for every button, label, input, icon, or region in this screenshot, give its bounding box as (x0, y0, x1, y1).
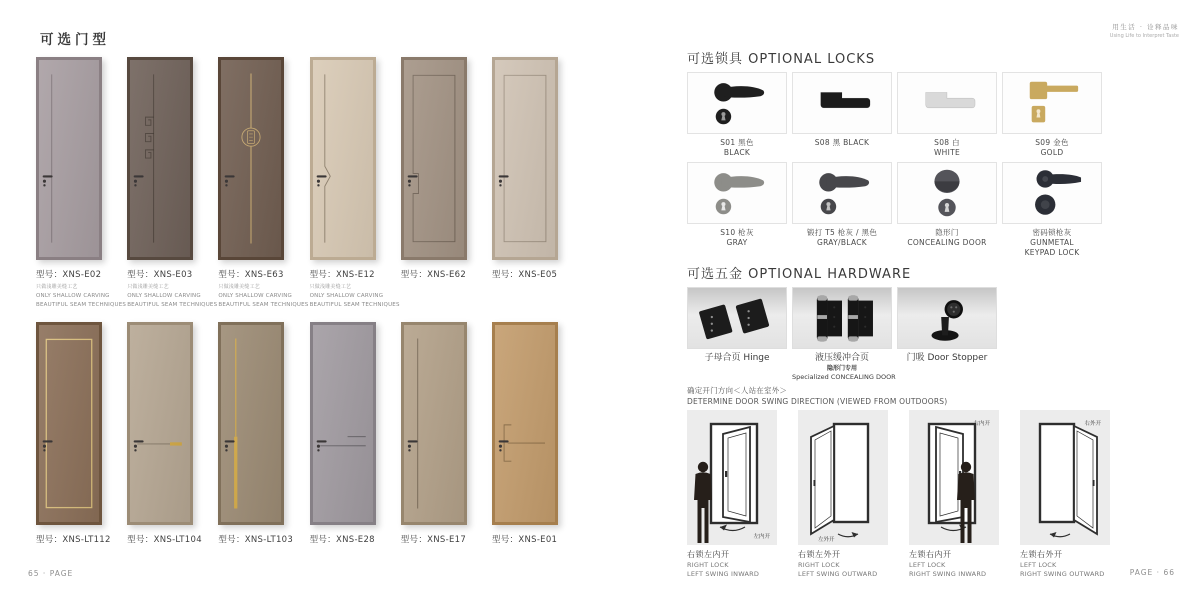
door-card (218, 57, 309, 308)
hardware-photo (792, 287, 892, 349)
swing-label-line: LEFT LOCK (909, 560, 946, 569)
swing-diagram (909, 410, 999, 545)
lock-label-line: 隐形门 (935, 228, 959, 237)
door-design-svg (404, 60, 464, 257)
swing-option (909, 410, 999, 578)
door-model-text: 型号：XNS-E17 (400, 535, 467, 545)
swing-label (909, 550, 999, 578)
lock-label-line: S08 白 (934, 138, 960, 147)
door-design-svg (221, 325, 281, 522)
swing-diagram (798, 410, 888, 545)
door-design-svg (495, 325, 555, 522)
swing-label-line: LEFT SWING INWARD (687, 569, 760, 578)
door-image (310, 57, 376, 260)
swing-label-line: 右锁左内开 (687, 550, 730, 559)
door-model-text: 型号：XNS-E63 (218, 270, 284, 280)
door-label (36, 268, 127, 308)
door-card (218, 322, 294, 545)
doors-row-2 (36, 322, 564, 545)
lock-product (1002, 162, 1102, 257)
swing-title-english: DETERMINE DOOR SWING DIRECTION (VIEWED FROM OUTDOORS) (687, 396, 948, 406)
door-label (492, 533, 564, 545)
door-swing-inward-right-icon (909, 410, 999, 545)
door-model-text: 型号：XNS-E12 (309, 270, 375, 280)
lock-label-line: BLACK (723, 147, 751, 157)
lock-photo (792, 162, 892, 224)
door-subtext: BEAUTIFUL SEAM TECHNIQUES (309, 302, 400, 308)
optional-hardware-title: 可选五金 OPTIONAL HARDWARE (687, 267, 912, 282)
lock-label (687, 228, 787, 248)
tagline-english: Using Life to Interpret Taste (1109, 33, 1179, 39)
door-card (492, 57, 564, 308)
door-types-title: 可选门型 (40, 32, 110, 48)
swing-label-line: 右锁左外开 (798, 550, 841, 559)
lock-label-line: KEYPAD LOCK (1024, 247, 1080, 257)
door-subtext: 只做浅雕美缝工艺 (309, 284, 352, 290)
swing-label-line: RIGHT LOCK (798, 560, 840, 569)
swing-diagram-tag: 左内开 (753, 534, 770, 540)
door-image (401, 57, 467, 260)
swing-label (687, 550, 777, 578)
swing-option (687, 410, 777, 578)
door-subtext: 只做浅雕美缝工艺 (36, 284, 78, 290)
door-swing-outward-right-icon (1020, 410, 1110, 545)
door-label (127, 268, 218, 308)
lock-handle-icon (688, 73, 786, 133)
lock-product (792, 72, 892, 162)
door-design-svg (39, 325, 99, 522)
door-stopper-icon (898, 288, 996, 348)
hardware-label-line: 门吸 Door Stopper (906, 353, 988, 363)
door-card (401, 57, 473, 308)
lock-product (897, 72, 997, 162)
locks-grid (687, 72, 1102, 257)
door-subtext: ONLY SHALLOW CARVING (309, 293, 384, 299)
door-image (36, 322, 102, 525)
door-model-text: 型号：XNS-E28 (309, 535, 375, 545)
door-card (127, 57, 218, 308)
door-card (36, 322, 111, 545)
swing-label-line: RIGHT SWING INWARD (909, 569, 987, 578)
lock-photo (897, 72, 997, 134)
door-model-text: 型号：XNS-E03 (127, 270, 193, 280)
lock-product (1002, 72, 1102, 162)
page-number-right: PAGE · 66 (1129, 568, 1175, 577)
swing-direction-title (687, 386, 947, 408)
door-card (310, 322, 382, 545)
door-design-svg (130, 60, 190, 257)
hinge-hydraulic-icon (793, 288, 891, 348)
swing-diagram-tag: 右内开 (973, 421, 990, 427)
lock-label-line: S10 枪灰 (720, 228, 754, 237)
door-model-text: 型号：XNS-E62 (400, 270, 467, 280)
hardware-label (897, 353, 997, 364)
door-image (492, 57, 558, 260)
door-subtext: 只做浅雕美缝工艺 (218, 284, 260, 290)
lock-photo (792, 72, 892, 134)
lock-label (792, 228, 892, 248)
hardware-label-line: Specialized CONCEALING DOOR (792, 372, 896, 381)
door-subtext: ONLY SHALLOW CARVING (218, 293, 292, 299)
lock-label (897, 228, 997, 248)
door-model-text: 型号：XNS-E05 (491, 270, 558, 280)
lock-handle-icon (688, 163, 786, 223)
door-subtext: BEAUTIFUL SEAM TECHNIQUES (127, 302, 218, 308)
swing-label-line: 左锁右外开 (1020, 550, 1063, 559)
swing-diagram-tag: 右外开 (1084, 421, 1101, 427)
lock-photo (897, 162, 997, 224)
swing-option (798, 410, 888, 578)
lock-product (792, 162, 892, 252)
lock-photo (687, 72, 787, 134)
door-image (218, 57, 284, 260)
swing-diagram-tag: 左外开 (818, 537, 835, 543)
lock-label-line: S01 黑色 (720, 138, 754, 147)
lock-product (897, 162, 997, 252)
swing-option (1020, 410, 1110, 578)
hardware-label (792, 353, 896, 381)
hardware-photo (897, 287, 997, 349)
hardware-label-line: 子母合页 Hinge (704, 353, 770, 363)
door-subtext: ONLY SHALLOW CARVING (127, 293, 201, 299)
door-design-svg (221, 60, 281, 257)
door-card (36, 57, 127, 308)
door-subtext: BEAUTIFUL SEAM TECHNIQUES (36, 302, 127, 308)
lock-handle-icon (1003, 163, 1101, 223)
swing-label-line: 左锁右内开 (909, 550, 952, 559)
door-model-text: 型号：XNS-E02 (36, 270, 102, 280)
swing-diagram (1020, 410, 1110, 545)
lock-photo (1002, 162, 1102, 224)
lock-label-line: 密码锁枪灰 (1032, 228, 1072, 237)
door-card (401, 322, 473, 545)
door-label (127, 533, 202, 545)
door-image (218, 322, 284, 525)
door-model-text: 型号：XNS-LT104 (127, 535, 202, 545)
lock-handle-icon (1003, 73, 1101, 133)
door-image (492, 322, 558, 525)
lock-handle-icon (898, 73, 996, 133)
swing-title-chinese: 确定开门方向＜人站在室外＞ (687, 386, 788, 395)
lock-label (687, 138, 787, 158)
lock-label (897, 138, 997, 158)
lock-handle-icon (898, 163, 996, 223)
swing-diagram (687, 410, 777, 545)
door-image (401, 322, 467, 525)
lock-product (687, 162, 787, 252)
lock-product (687, 72, 787, 162)
lock-label-line: S08 黑 BLACK (814, 138, 870, 147)
door-subtext: ONLY SHALLOW CARVING (36, 293, 110, 299)
door-design-svg (495, 60, 555, 257)
door-label (36, 533, 111, 545)
door-label (401, 533, 473, 545)
door-image (36, 57, 102, 260)
hardware-product (792, 287, 896, 381)
lock-label (1002, 138, 1102, 158)
door-model-text: 型号：XNS-E01 (491, 535, 558, 545)
door-label (218, 268, 309, 308)
optional-locks-title: 可选锁具 OPTIONAL LOCKS (687, 52, 876, 67)
door-label (218, 533, 294, 545)
door-label (309, 268, 400, 308)
lock-label-line: GRAY (726, 237, 748, 247)
door-swing-outward-left-icon (798, 410, 888, 545)
hardware-label-line: 隐形门专用 (826, 365, 857, 373)
door-label (310, 533, 382, 545)
page-number-left: 65 · PAGE (28, 569, 74, 578)
door-design-svg (130, 325, 190, 522)
lock-label-line: S09 金色 (1035, 138, 1069, 147)
lock-label-line: WHITE (933, 147, 961, 157)
lock-label-line: GRAY/BLACK (816, 237, 868, 247)
lock-handle-icon (793, 163, 891, 223)
door-design-svg (313, 325, 373, 522)
door-subtext: 只做浅雕美缝工艺 (127, 284, 169, 290)
door-card (127, 322, 202, 545)
swing-label (1020, 550, 1110, 578)
hardware-photo (687, 287, 787, 349)
door-model-text: 型号：XNS-LT103 (218, 535, 294, 545)
brand-tagline (1110, 22, 1179, 39)
lock-label-line: GOLD (1040, 147, 1064, 157)
door-model-text: 型号：XNS-LT112 (36, 535, 111, 545)
swing-diagram-grid (687, 410, 1110, 578)
hardware-grid (687, 287, 997, 381)
door-design-svg (313, 60, 373, 257)
lock-photo (1002, 72, 1102, 134)
lock-label-line: GUNMETAL (1030, 237, 1074, 247)
swing-label-line: LEFT LOCK (1020, 560, 1057, 569)
lock-label (792, 138, 892, 148)
tagline-chinese: 用生活 · 诠释品味 (1112, 23, 1179, 31)
doors-row-1 (36, 57, 564, 308)
swing-label-line: RIGHT LOCK (687, 560, 729, 569)
hardware-label-line: 液压缓冲合页 (814, 353, 869, 363)
door-label (401, 268, 473, 280)
hardware-product (897, 287, 997, 381)
swing-label-line: LEFT SWING OUTWARD (798, 569, 878, 578)
hardware-product (687, 287, 787, 381)
door-swing-inward-left-icon (687, 410, 777, 545)
door-card (309, 57, 400, 308)
hardware-label (687, 353, 787, 364)
door-label (492, 268, 564, 280)
door-image (127, 322, 193, 525)
door-subtext: BEAUTIFUL SEAM TECHNIQUES (218, 302, 309, 308)
swing-label-line: RIGHT SWING OUTWARD (1020, 569, 1105, 578)
door-design-svg (39, 60, 99, 257)
door-card (492, 322, 564, 545)
door-image (127, 57, 193, 260)
lock-photo (687, 162, 787, 224)
lock-label-line: CONCEALING DOOR (907, 237, 987, 247)
lock-label-line: 锻打 T5 枪灰 / 黑色 (806, 228, 878, 237)
swing-label (798, 550, 888, 578)
door-design-svg (404, 325, 464, 522)
hinge-flat-icon (688, 288, 786, 348)
lock-label (1002, 228, 1102, 257)
lock-handle-icon (793, 73, 891, 133)
door-image (310, 322, 376, 525)
